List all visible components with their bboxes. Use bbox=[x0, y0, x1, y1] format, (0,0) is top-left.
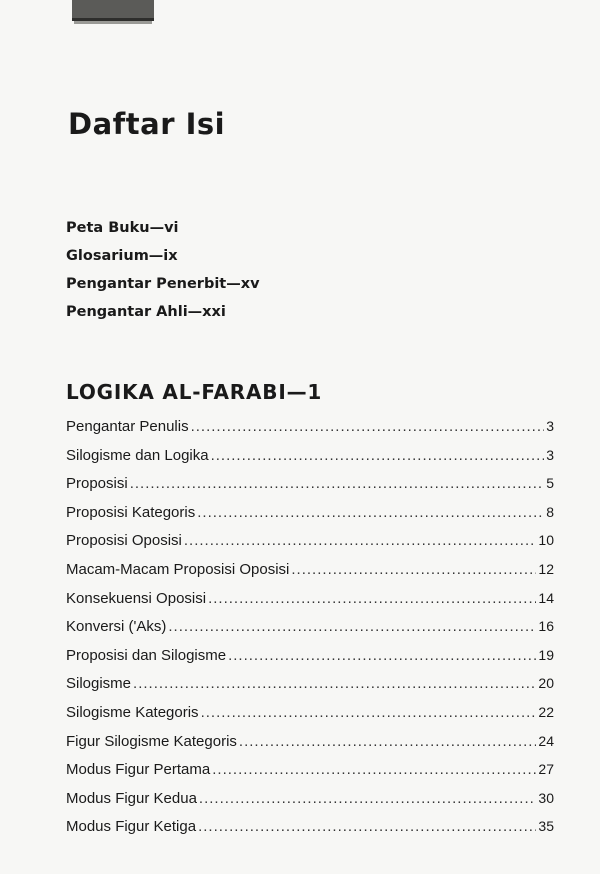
toc-entry-page: 12 bbox=[538, 560, 554, 577]
dot-leader bbox=[239, 728, 537, 757]
toc-entry-page: 27 bbox=[538, 761, 554, 778]
front-matter-item: Pengantar Penerbit—xv bbox=[66, 276, 260, 292]
page-title: Daftar Isi bbox=[68, 107, 226, 142]
toc-entry bbox=[66, 784, 554, 813]
toc-entry-label: Modus Figur Ketiga bbox=[66, 818, 197, 836]
toc-entry-page: 20 bbox=[538, 675, 554, 692]
toc-entry-label: Silogisme Kategoris bbox=[66, 703, 199, 721]
front-matter-item: Pengantar Ahli—xxi bbox=[66, 304, 226, 320]
front-matter-item: Glosarium—ix bbox=[66, 248, 178, 264]
toc-entry-label: Konversi ('Aks) bbox=[66, 618, 167, 636]
toc-entry bbox=[66, 526, 554, 555]
toc-list bbox=[66, 412, 554, 841]
toc-entry bbox=[66, 412, 554, 441]
toc-entry-label: Modus Figur Pertama bbox=[66, 761, 211, 779]
toc-entry bbox=[66, 727, 554, 756]
dot-leader bbox=[201, 699, 537, 728]
toc-entry-page: 30 bbox=[538, 789, 554, 806]
toc-entry bbox=[66, 584, 554, 613]
toc-entry-page: 35 bbox=[538, 818, 554, 835]
front-matter-item: Peta Buku—vi bbox=[66, 220, 179, 236]
toc-entry-page: 14 bbox=[538, 589, 554, 606]
toc-entry bbox=[66, 669, 554, 698]
dot-leader bbox=[199, 785, 537, 814]
toc-entry-page: 5 bbox=[546, 475, 554, 492]
toc-entry-label: Konsekuensi Oposisi bbox=[66, 589, 207, 607]
dot-leader bbox=[197, 499, 544, 528]
toc-entry-label: Modus Figur Kedua bbox=[66, 789, 197, 807]
chapter-heading: LOGIKA AL-FARABI—1 bbox=[66, 380, 323, 404]
dot-leader bbox=[211, 442, 545, 471]
toc-entry-label: Proposisi Kategoris bbox=[66, 503, 196, 521]
toc-entry-page: 22 bbox=[538, 703, 554, 720]
toc-entry-label: Silogisme dan Logika bbox=[66, 446, 209, 464]
dot-leader bbox=[130, 470, 545, 499]
dot-leader bbox=[212, 756, 536, 785]
dot-leader bbox=[228, 642, 536, 671]
toc-entry bbox=[66, 612, 554, 641]
toc-entry bbox=[66, 812, 554, 841]
toc-entry-page: 10 bbox=[538, 532, 554, 549]
toc-entry bbox=[66, 698, 554, 727]
toc-entry-label: Figur Silogisme Kategoris bbox=[66, 732, 237, 750]
dot-leader bbox=[133, 670, 536, 699]
toc-entry-label: Silogisme bbox=[66, 675, 132, 693]
toc-entry-page: 16 bbox=[538, 618, 554, 635]
toc-entry bbox=[66, 469, 554, 498]
toc-entry-label: Proposisi bbox=[66, 475, 128, 493]
toc-entry bbox=[66, 441, 554, 470]
dot-leader bbox=[168, 613, 536, 642]
dot-leader bbox=[208, 585, 536, 614]
toc-entry-label: Proposisi dan Silogisme bbox=[66, 646, 227, 664]
dot-leader bbox=[198, 813, 536, 842]
toc-entry-label: Proposisi Oposisi bbox=[66, 532, 182, 550]
toc-entry-label: Macam-Macam Proposisi Oposisi bbox=[66, 560, 290, 578]
toc-entry-page: 24 bbox=[538, 732, 554, 749]
toc-entry bbox=[66, 641, 554, 670]
dot-leader bbox=[184, 527, 537, 556]
corner-tab-graphic bbox=[72, 0, 154, 21]
toc-entry bbox=[66, 755, 554, 784]
toc-entry bbox=[66, 498, 554, 527]
toc-entry-page: 8 bbox=[546, 503, 554, 520]
toc-entry bbox=[66, 555, 554, 584]
toc-entry-label: Pengantar Penulis bbox=[66, 418, 189, 435]
front-matter-list bbox=[66, 214, 260, 326]
toc-entry-page: 3 bbox=[546, 418, 554, 434]
dot-leader bbox=[291, 556, 536, 585]
dot-leader bbox=[191, 413, 545, 442]
toc-entry-page: 19 bbox=[538, 646, 554, 663]
toc-entry-page: 3 bbox=[546, 446, 554, 463]
